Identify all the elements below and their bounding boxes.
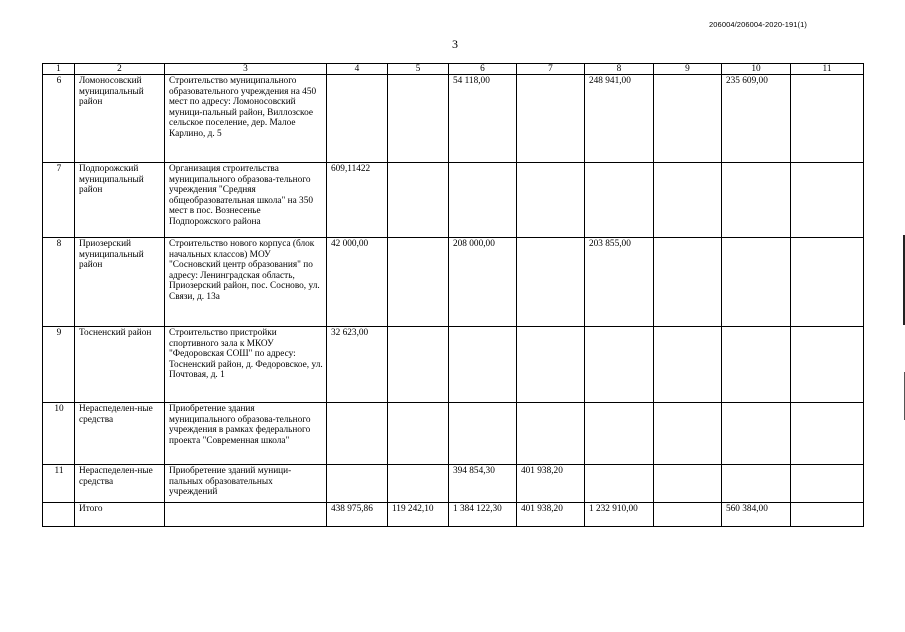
total-value-cell: 1 232 910,00 [585, 503, 654, 527]
header-cell: 3 [165, 64, 327, 75]
row-number-cell: 11 [43, 465, 75, 503]
value-cell [388, 163, 449, 238]
value-cell [654, 465, 722, 503]
value-cell: 248 941,00 [585, 75, 654, 163]
value-cell [517, 403, 585, 465]
row-number-cell: 8 [43, 238, 75, 327]
district-cell: Тосненский район [75, 327, 165, 403]
description-cell: Строительство нового корпуса (блок начальных классов) МОУ "Сосновский центр образования" по адресу: Ленинградская область, Приозерский район, пос. Сосново, ул. Связи, д. 13а [165, 238, 327, 327]
description-cell: Строительство муниципального образовательного учреждения на 450 мест по адресу: Ломоносовский муници-пальный район, Виллозское сельское поселение, дер. Малое Карлино, д. 5 [165, 75, 327, 163]
district-cell: Нераспеделен-ные средства [75, 403, 165, 465]
value-cell [388, 238, 449, 327]
value-cell: 609,11422 [327, 163, 388, 238]
table-row [43, 403, 864, 465]
value-cell [327, 403, 388, 465]
description-cell: Строительство пристройки спортивного зала к МКОУ "Федоровская СОШ" по адресу: Тосненский район, д. Федоровское, ул. Почтовая, д. 1 [165, 327, 327, 403]
value-cell [791, 238, 864, 327]
value-cell [722, 465, 791, 503]
total-value-cell: 438 975,86 [327, 503, 388, 527]
document-id: 206004/206004-2020-191(1) [709, 20, 807, 29]
description-cell [165, 503, 327, 527]
district-cell: Нераспеделен-ные средства [75, 465, 165, 503]
value-cell: 42 000,00 [327, 238, 388, 327]
value-cell [388, 327, 449, 403]
total-value-cell: 560 384,00 [722, 503, 791, 527]
value-cell [791, 163, 864, 238]
value-cell [791, 327, 864, 403]
value-cell [791, 403, 864, 465]
value-cell [449, 163, 517, 238]
value-cell: 394 854,30 [449, 465, 517, 503]
row-number-cell: 6 [43, 75, 75, 163]
value-cell [654, 75, 722, 163]
value-cell [327, 75, 388, 163]
value-cell: 32 623,00 [327, 327, 388, 403]
header-cell: 11 [791, 64, 864, 75]
row-number-cell: 10 [43, 403, 75, 465]
value-cell [327, 465, 388, 503]
value-cell [585, 327, 654, 403]
value-cell [654, 238, 722, 327]
value-cell [517, 163, 585, 238]
header-cell: 9 [654, 64, 722, 75]
value-cell [517, 75, 585, 163]
value-cell [517, 238, 585, 327]
value-cell: 203 855,00 [585, 238, 654, 327]
value-cell [388, 465, 449, 503]
value-cell [791, 75, 864, 163]
row-number-cell: 7 [43, 163, 75, 238]
table-row [43, 75, 864, 163]
table-row [43, 163, 864, 238]
total-row [43, 503, 864, 527]
value-cell [449, 403, 517, 465]
value-cell [654, 163, 722, 238]
value-cell [654, 403, 722, 465]
district-cell: Ломоносовский муниципальный район [75, 75, 165, 163]
header-cell: 8 [585, 64, 654, 75]
district-cell: Подпорожский муниципальный район [75, 163, 165, 238]
table-row [43, 238, 864, 327]
value-cell [722, 238, 791, 327]
total-value-cell: 401 938,20 [517, 503, 585, 527]
total-value-cell [791, 503, 864, 527]
value-cell [585, 403, 654, 465]
header-cell: 5 [388, 64, 449, 75]
budget-table [42, 63, 864, 527]
value-cell [722, 327, 791, 403]
value-cell: 54 118,00 [449, 75, 517, 163]
table-row [43, 465, 864, 503]
value-cell: 401 938,20 [517, 465, 585, 503]
total-value-cell [654, 503, 722, 527]
value-cell [388, 75, 449, 163]
value-cell [722, 163, 791, 238]
header-cell: 10 [722, 64, 791, 75]
total-label-cell: Итого [75, 503, 165, 527]
value-cell [388, 403, 449, 465]
value-cell [791, 465, 864, 503]
value-cell [654, 327, 722, 403]
total-value-cell: 1 384 122,30 [449, 503, 517, 527]
district-cell: Приозерский муниципальный район [75, 238, 165, 327]
page-number: 3 [452, 37, 458, 51]
header-cell: 4 [327, 64, 388, 75]
value-cell: 208 000,00 [449, 238, 517, 327]
header-cell: 7 [517, 64, 585, 75]
header-row [43, 64, 864, 75]
value-cell [585, 465, 654, 503]
header-cell: 1 [43, 64, 75, 75]
description-cell: Организация строительства муниципального образова-тельного учреждения "Средняя общеобразовательная школа" на 350 мест в пос. Вознесенье Подпорожского района [165, 163, 327, 238]
value-cell [449, 327, 517, 403]
value-cell: 235 609,00 [722, 75, 791, 163]
value-cell [585, 163, 654, 238]
row-number-cell: 9 [43, 327, 75, 403]
total-value-cell: 119 242,10 [388, 503, 449, 527]
table-row [43, 327, 864, 403]
header-cell: 6 [449, 64, 517, 75]
value-cell [517, 327, 585, 403]
description-cell: Приобретение зданий муници-пальных образовательных учреждений [165, 465, 327, 503]
value-cell [722, 403, 791, 465]
row-number-cell [43, 503, 75, 527]
header-cell: 2 [75, 64, 165, 75]
description-cell: Приобретение здания муниципального образова-тельного учреждения в рамках федерального проекта "Современная школа" [165, 403, 327, 465]
